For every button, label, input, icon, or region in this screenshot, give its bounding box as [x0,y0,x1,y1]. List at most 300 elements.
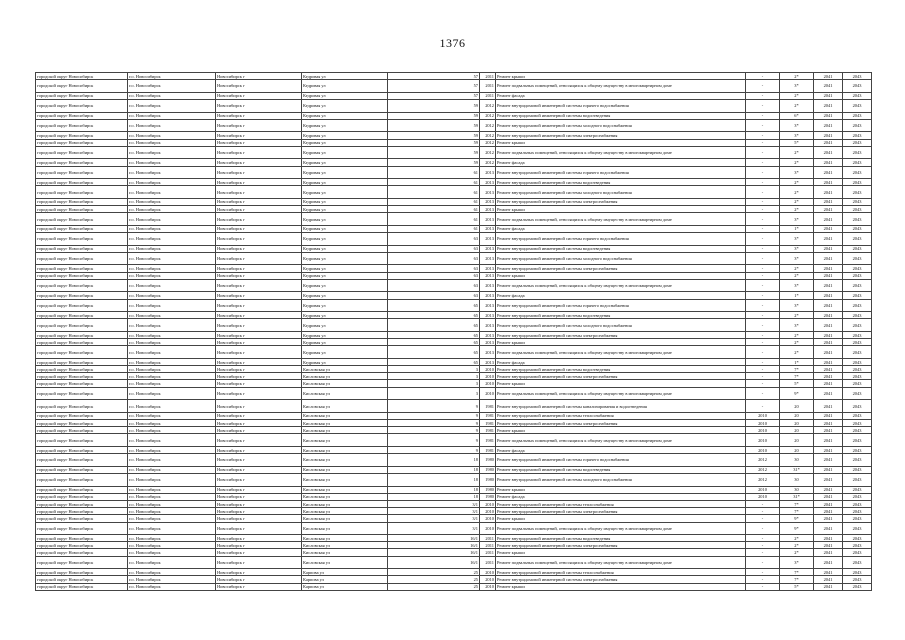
street-cell: Кедровая ул [302,132,388,139]
wear-cell: 20 [780,400,814,413]
locality-cell: Новосибирск г [216,112,302,119]
locality-cell: Новосибирск г [216,427,302,434]
street-cell: Кедровая ул [302,245,388,252]
table-row [36,576,872,583]
work-type-cell: Ремонт подвальных помещений, относящихся к общему имуществу в многоквартирном доме [496,80,746,93]
plan-end-cell: 2043 [843,434,872,447]
house-cell: 65 [388,299,480,312]
district-cell: г.о. Новосибирск [128,427,216,434]
municipality-cell: городской округ Новосибирск [36,139,128,146]
work-type-cell: Ремонт внутридомовой инженерной системы холодного водоснабжения [496,319,746,332]
page-number: 1376 [439,36,466,50]
municipality-cell: городской округ Новосибирск [36,92,128,99]
plan-end-cell: 2043 [843,339,872,346]
plan-end-cell: 2043 [843,146,872,159]
wear-cell: 2* [780,92,814,99]
table-row [36,569,872,576]
district-cell: г.о. Новосибирск [128,206,216,213]
year-cell: 2011 [480,80,496,93]
work-type-cell: Ремонт внутридомовой инженерной системы холодного водоснабжения [496,252,746,265]
work-type-cell: Ремонт внутридомовой инженерной системы электроснабжения [496,265,746,272]
plan-end-cell: 2043 [843,265,872,272]
municipality-cell: городской округ Новосибирск [36,198,128,205]
table-row [36,339,872,346]
district-cell: г.о. Новосибирск [128,380,216,387]
locality-cell: Новосибирск г [216,466,302,473]
plan-start-cell: 2041 [814,339,843,346]
table-row [36,159,872,166]
house-cell: 3 [388,366,480,373]
house-cell: 57 [388,73,480,80]
year-cell: 2013 [480,339,496,346]
work-type-cell: Ремонт подвальных помещений, относящихся к общему имуществу в многоквартирном доме [496,346,746,359]
municipality-cell: городской округ Новосибирск [36,292,128,299]
table-row [36,427,872,434]
work-type-cell: Ремонт фасада [496,447,746,454]
street-cell: Кедровая ул [302,179,388,186]
locality-cell: Новосибирск г [216,508,302,515]
street-cell: Кисловская ул [302,380,388,387]
year-cell: 2013 [480,233,496,246]
locality-cell: Новосибирск г [216,139,302,146]
last-repair-cell: - [746,576,780,583]
plan-start-cell: 2041 [814,312,843,319]
district-cell: г.о. Новосибирск [128,576,216,583]
table-row [36,412,872,419]
street-cell: Кисловская ул [302,486,388,493]
plan-start-cell: 2041 [814,179,843,186]
municipality-cell: городской округ Новосибирск [36,179,128,186]
work-type-cell: Ремонт крыши [496,206,746,213]
street-cell: Кедровая ул [302,80,388,93]
district-cell: г.о. Новосибирск [128,339,216,346]
municipality-cell: городской округ Новосибирск [36,556,128,569]
plan-start-cell: 2041 [814,245,843,252]
wear-cell: 9* [780,522,814,535]
municipality-cell: городской округ Новосибирск [36,569,128,576]
work-type-cell: Ремонт подвальных помещений, относящихся к общему имуществу в многоквартирном доме [496,146,746,159]
district-cell: г.о. Новосибирск [128,252,216,265]
work-type-cell: Ремонт внутридомовой инженерной системы холодного водоснабжения [496,186,746,199]
last-repair-cell: - [746,366,780,373]
house-cell: 18 [388,493,480,500]
table-row [36,473,872,486]
house-cell: 61 [388,225,480,232]
year-cell: 2013 [480,198,496,205]
district-cell: г.о. Новосибирск [128,73,216,80]
plan-end-cell: 2043 [843,225,872,232]
district-cell: г.о. Новосибирск [128,434,216,447]
locality-cell: Новосибирск г [216,166,302,179]
wear-cell: 7* [780,373,814,380]
year-cell: 2011 [480,535,496,542]
plan-start-cell: 2041 [814,542,843,549]
plan-end-cell: 2043 [843,319,872,332]
work-type-cell: Ремонт внутридомовой инженерной системы электроснабжения [496,576,746,583]
street-cell: Кедровая ул [302,292,388,299]
table-row [36,319,872,332]
table-row [36,373,872,380]
table-row [36,139,872,146]
wear-cell: 2* [780,198,814,205]
locality-cell: Новосибирск г [216,159,302,166]
last-repair-cell: - [746,206,780,213]
last-repair-cell: - [746,339,780,346]
district-cell: г.о. Новосибирск [128,486,216,493]
house-cell: 9 [388,447,480,454]
last-repair-cell: - [746,245,780,252]
work-type-cell: Ремонт фасада [496,358,746,365]
locality-cell: Новосибирск г [216,515,302,522]
locality-cell: Новосибирск г [216,132,302,139]
last-repair-cell: - [746,112,780,119]
plan-end-cell: 2043 [843,466,872,473]
table-row [36,265,872,272]
wear-cell: 2* [780,549,814,556]
work-type-cell: Ремонт внутридомовой инженерной системы горячего водоснабжения [496,233,746,246]
year-cell: 2010 [480,522,496,535]
plan-end-cell: 2043 [843,206,872,213]
plan-end-cell: 2043 [843,159,872,166]
house-cell: 61 [388,213,480,226]
last-repair-cell: - [746,535,780,542]
municipality-cell: городской округ Новосибирск [36,434,128,447]
year-cell: 2012 [480,119,496,132]
plan-start-cell: 2041 [814,206,843,213]
municipality-cell: городской округ Новосибирск [36,159,128,166]
last-repair-cell: - [746,225,780,232]
work-type-cell: Ремонт внутридомовой инженерной системы горячего водоснабжения [496,299,746,312]
table-row [36,500,872,507]
locality-cell: Новосибирск г [216,434,302,447]
street-cell: Кисловская ул [302,508,388,515]
municipality-cell: городской округ Новосибирск [36,80,128,93]
street-cell: Кисловская ул [302,549,388,556]
last-repair-cell: - [746,252,780,265]
wear-cell: 30 [780,454,814,467]
wear-cell: 3* [780,166,814,179]
last-repair-cell: 2010 [746,447,780,454]
wear-cell: 2* [780,535,814,542]
wear-cell: 3* [780,556,814,569]
locality-cell: Новосибирск г [216,549,302,556]
year-cell: 2012 [480,139,496,146]
plan-start-cell: 2041 [814,493,843,500]
plan-start-cell: 2041 [814,515,843,522]
year-cell: 1980 [480,466,496,473]
house-cell: 61 [388,166,480,179]
plan-start-cell: 2041 [814,535,843,542]
municipality-cell: городской округ Новосибирск [36,233,128,246]
district-cell: г.о. Новосибирск [128,447,216,454]
plan-end-cell: 2043 [843,454,872,467]
table-row [36,400,872,413]
locality-cell: Новосибирск г [216,486,302,493]
last-repair-cell: - [746,139,780,146]
table-row [36,213,872,226]
district-cell: г.о. Новосибирск [128,198,216,205]
work-type-cell: Ремонт крыши [496,486,746,493]
plan-end-cell: 2043 [843,380,872,387]
year-cell: 1981 [480,412,496,419]
work-type-cell: Ремонт внутридомовой инженерной системы горячего водоснабжения [496,166,746,179]
last-repair-cell: - [746,358,780,365]
wear-cell: 2* [780,179,814,186]
work-type-cell: Ремонт внутридомовой инженерной системы электроснабжения [496,542,746,549]
work-type-cell: Ремонт фасада [496,493,746,500]
municipality-cell: городской округ Новосибирск [36,535,128,542]
locality-cell: Новосибирск г [216,500,302,507]
table-row [36,99,872,112]
street-cell: Кисловская ул [302,542,388,549]
house-cell: 18 [388,473,480,486]
street-cell: Кисловская ул [302,556,388,569]
district-cell: г.о. Новосибирск [128,358,216,365]
last-repair-cell: 2010 [746,427,780,434]
locality-cell: Новосибирск г [216,339,302,346]
plan-end-cell: 2043 [843,508,872,515]
locality-cell: Новосибирск г [216,99,302,112]
last-repair-cell: - [746,292,780,299]
street-cell: Кисловская ул [302,373,388,380]
municipality-cell: городской округ Новосибирск [36,186,128,199]
municipality-cell: городской округ Новосибирск [36,486,128,493]
street-cell: Кедровая ул [302,99,388,112]
district-cell: г.о. Новосибирск [128,265,216,272]
district-cell: г.о. Новосибирск [128,225,216,232]
plan-start-cell: 2041 [814,225,843,232]
wear-cell: 2* [780,99,814,112]
wear-cell: 6* [780,112,814,119]
year-cell: 2013 [480,292,496,299]
plan-start-cell: 2041 [814,186,843,199]
year-cell: 2012 [480,99,496,112]
year-cell: 2013 [480,252,496,265]
last-repair-cell: - [746,542,780,549]
district-cell: г.о. Новосибирск [128,535,216,542]
table-row [36,186,872,199]
last-repair-cell: - [746,331,780,338]
wear-cell: 31* [780,466,814,473]
plan-end-cell: 2043 [843,80,872,93]
locality-cell: Новосибирск г [216,225,302,232]
table-row [36,299,872,312]
table-row [36,549,872,556]
district-cell: г.о. Новосибирск [128,112,216,119]
street-cell: Кедровая ул [302,312,388,319]
work-type-cell: Ремонт подвальных помещений, относящихся к общему имуществу в многоквартирном доме [496,522,746,535]
district-cell: г.о. Новосибирск [128,542,216,549]
locality-cell: Новосибирск г [216,535,302,542]
wear-cell: 2* [780,186,814,199]
street-cell: Кисловская ул [302,454,388,467]
year-cell: 2013 [480,358,496,365]
municipality-cell: городской округ Новосибирск [36,166,128,179]
street-cell: Кедровая ул [302,346,388,359]
house-cell: 25 [388,583,480,590]
plan-start-cell: 2041 [814,159,843,166]
locality-cell: Новосибирск г [216,522,302,535]
district-cell: г.о. Новосибирск [128,99,216,112]
wear-cell: 2* [780,206,814,213]
wear-cell: 2* [780,339,814,346]
district-cell: г.о. Новосибирск [128,466,216,473]
last-repair-cell: 2010 [746,420,780,427]
locality-cell: Новосибирск г [216,473,302,486]
wear-cell: 3* [780,279,814,292]
locality-cell: Новосибирск г [216,272,302,279]
plan-start-cell: 2041 [814,473,843,486]
wear-cell: 9* [780,515,814,522]
last-repair-cell: 2010 [746,486,780,493]
district-cell: г.о. Новосибирск [128,213,216,226]
locality-cell: Новосибирск г [216,542,302,549]
year-cell: 2010 [480,373,496,380]
last-repair-cell: - [746,312,780,319]
locality-cell: Новосибирск г [216,569,302,576]
street-cell: Кедровая ул [302,206,388,213]
locality-cell: Новосибирск г [216,80,302,93]
table-row [36,454,872,467]
district-cell: г.о. Новосибирск [128,80,216,93]
plan-end-cell: 2043 [843,331,872,338]
plan-end-cell: 2043 [843,73,872,80]
street-cell: Карпова ул [302,576,388,583]
year-cell: 1980 [480,493,496,500]
plan-start-cell: 2041 [814,466,843,473]
plan-end-cell: 2043 [843,493,872,500]
year-cell: 2013 [480,186,496,199]
municipality-cell: городской округ Новосибирск [36,466,128,473]
plan-end-cell: 2043 [843,542,872,549]
table-row [36,198,872,205]
plan-end-cell: 2043 [843,299,872,312]
municipality-cell: городской округ Новосибирск [36,380,128,387]
work-type-cell: Ремонт крыши [496,272,746,279]
district-cell: г.о. Новосибирск [128,139,216,146]
municipality-cell: городской округ Новосибирск [36,373,128,380]
year-cell: 2010 [480,508,496,515]
last-repair-cell: - [746,522,780,535]
year-cell: 2012 [480,146,496,159]
house-cell: 65 [388,319,480,332]
district-cell: г.о. Новосибирск [128,366,216,373]
plan-start-cell: 2041 [814,454,843,467]
municipality-cell: городской округ Новосибирск [36,245,128,252]
district-cell: г.о. Новосибирск [128,387,216,400]
house-cell: 61 [388,186,480,199]
house-cell: 3 [388,373,480,380]
capital-repair-table [35,72,872,591]
table-row [36,179,872,186]
street-cell: Кедровая ул [302,279,388,292]
street-cell: Кедровая ул [302,272,388,279]
work-type-cell: Ремонт внутридомовой инженерной системы холодного водоснабжения [496,473,746,486]
table-row [36,522,872,535]
plan-start-cell: 2041 [814,380,843,387]
plan-end-cell: 2043 [843,535,872,542]
plan-end-cell: 2043 [843,400,872,413]
street-cell: Карпова ул [302,583,388,590]
last-repair-cell: - [746,508,780,515]
work-type-cell: Ремонт крыши [496,339,746,346]
district-cell: г.о. Новосибирск [128,508,216,515]
work-type-cell: Ремонт крыши [496,427,746,434]
municipality-cell: городской округ Новосибирск [36,427,128,434]
district-cell: г.о. Новосибирск [128,346,216,359]
street-cell: Кедровая ул [302,73,388,80]
last-repair-cell: - [746,265,780,272]
municipality-cell: городской округ Новосибирск [36,225,128,232]
table-row [36,279,872,292]
locality-cell: Новосибирск г [216,358,302,365]
street-cell: Кисловская ул [302,427,388,434]
last-repair-cell: - [746,132,780,139]
last-repair-cell: - [746,73,780,80]
municipality-cell: городской округ Новосибирск [36,420,128,427]
plan-end-cell: 2043 [843,166,872,179]
house-cell: 18 [388,486,480,493]
work-type-cell: Ремонт подвальных помещений, относящихся к общему имуществу в многоквартирном доме [496,434,746,447]
house-cell: 16/1 [388,556,480,569]
locality-cell: Новосибирск г [216,380,302,387]
street-cell: Кедровая ул [302,252,388,265]
last-repair-cell: - [746,99,780,112]
last-repair-cell: - [746,556,780,569]
municipality-cell: городской округ Новосибирск [36,454,128,467]
municipality-cell: городской округ Новосибирск [36,206,128,213]
plan-start-cell: 2041 [814,119,843,132]
locality-cell: Новосибирск г [216,331,302,338]
work-type-cell: Ремонт крыши [496,549,746,556]
locality-cell: Новосибирск г [216,299,302,312]
year-cell: 2010 [480,366,496,373]
street-cell: Кисловская ул [302,493,388,500]
street-cell: Кисловская ул [302,522,388,535]
plan-end-cell: 2043 [843,358,872,365]
municipality-cell: городской округ Новосибирск [36,346,128,359]
plan-end-cell: 2043 [843,252,872,265]
year-cell: 2011 [480,73,496,80]
street-cell: Кисловская ул [302,434,388,447]
table-row [36,434,872,447]
house-cell: 61 [388,206,480,213]
plan-start-cell: 2041 [814,434,843,447]
wear-cell: 2* [780,346,814,359]
municipality-cell: городской округ Новосибирск [36,213,128,226]
district-cell: г.о. Новосибирск [128,186,216,199]
district-cell: г.о. Новосибирск [128,146,216,159]
district-cell: г.о. Новосибирск [128,420,216,427]
plan-end-cell: 2043 [843,387,872,400]
street-cell: Кедровая ул [302,198,388,205]
last-repair-cell: - [746,272,780,279]
last-repair-cell: - [746,198,780,205]
district-cell: г.о. Новосибирск [128,583,216,590]
plan-start-cell: 2041 [814,166,843,179]
house-cell: 3 [388,387,480,400]
house-cell: 63 [388,233,480,246]
year-cell: 2013 [480,213,496,226]
plan-end-cell: 2043 [843,412,872,419]
plan-start-cell: 2041 [814,373,843,380]
table-row [36,542,872,549]
plan-end-cell: 2043 [843,198,872,205]
house-cell: 59 [388,146,480,159]
table-row [36,132,872,139]
locality-cell: Новосибирск г [216,583,302,590]
work-type-cell: Ремонт подвальных помещений, относящихся к общему имуществу в многоквартирном доме [496,556,746,569]
